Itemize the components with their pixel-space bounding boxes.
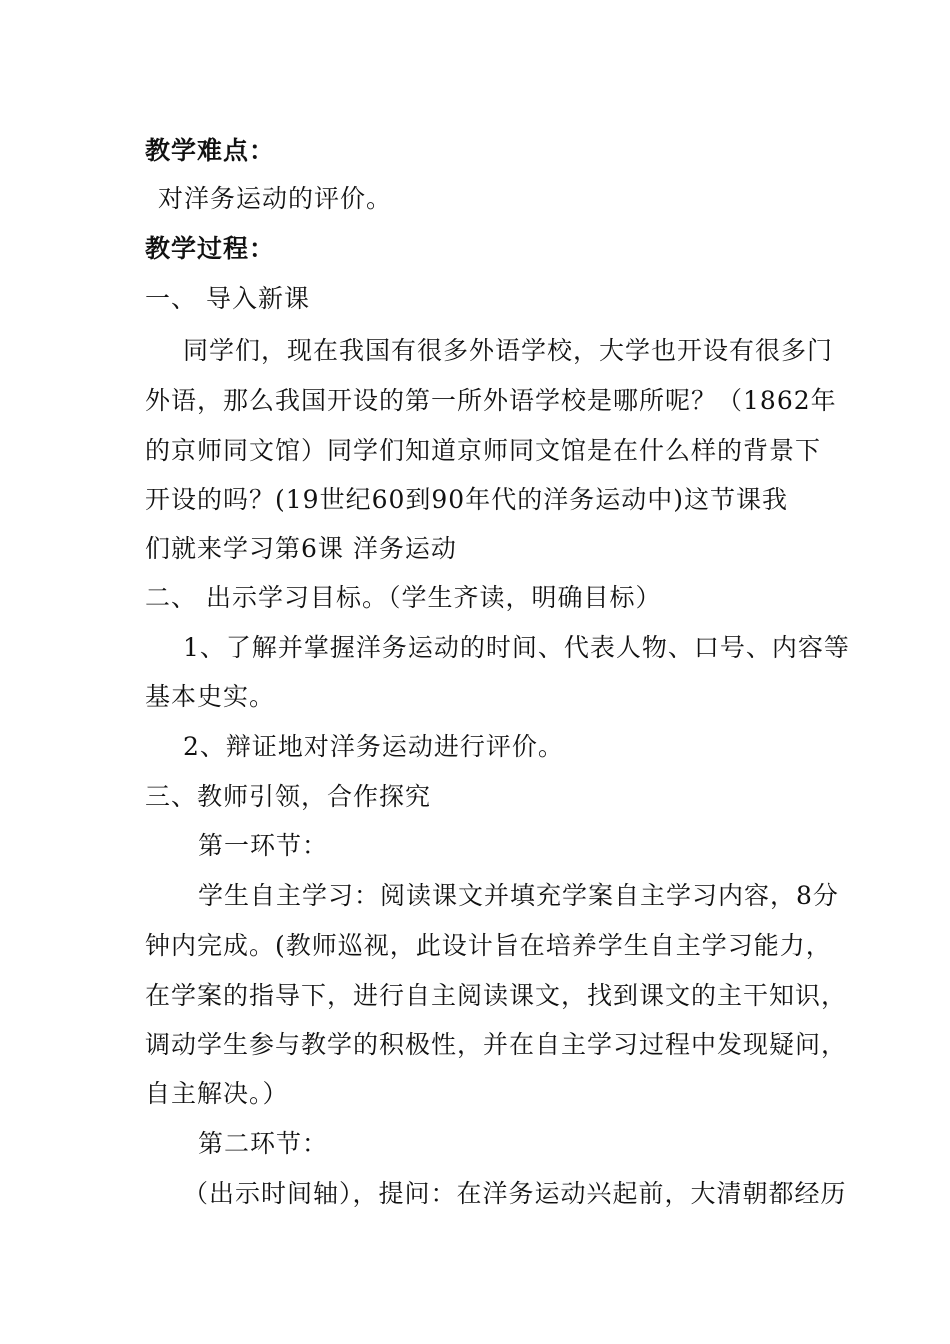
section-1-para-line: 外语，那么我国开设的第一所外语学校是哪所呢？（1862年 <box>145 386 837 415</box>
goal-1-line: 基本史实。 <box>145 682 276 711</box>
stage-1-para-line: 在学案的指导下，进行自主阅读课文，找到课文的主干知识， <box>145 981 848 1010</box>
heading-teaching-process: 教学过程： <box>145 234 276 263</box>
difficulty-text: 对洋务运动的评价。 <box>158 184 393 213</box>
section-1-para-line: 的京师同文馆）同学们知道京师同文馆是在什么样的背景下 <box>145 436 822 465</box>
section-2-title: 二、 出示学习目标。（学生齐读，明确目标） <box>145 583 662 612</box>
section-1-title: 一、 导入新课 <box>145 284 310 313</box>
stage-1-title: 第一环节： <box>198 831 329 860</box>
section-1-para-line: 们就来学习第6课 洋务运动 <box>145 534 457 563</box>
stage-1-para-line: 调动学生参与教学的积极性，并在自主学习过程中发现疑问， <box>145 1030 848 1059</box>
stage-1-para-line: 自主解决。） <box>145 1079 289 1108</box>
section-1-para-line: 同学们，现在我国有很多外语学校，大学也开设有很多门 <box>183 336 834 365</box>
section-1-para-line: 开设的吗？(19世纪60到90年代的洋务运动中)这节课我 <box>145 485 788 514</box>
stage-2-title: 第二环节： <box>198 1129 329 1158</box>
section-3-title: 三、教师引领，合作探究 <box>145 782 432 811</box>
goal-1-line: 1、了解并掌握洋务运动的时间、代表人物、口号、内容等 <box>183 633 850 662</box>
stage-2-para-line: （出示时间轴），提问：在洋务运动兴起前，大清朝都经历 <box>183 1179 847 1208</box>
heading-teaching-difficulty: 教学难点： <box>145 136 276 165</box>
stage-1-para-line: 学生自主学习：阅读课文并填充学案自主学习内容，8分 <box>198 881 839 910</box>
goal-2: 2、辩证地对洋务运动进行评价。 <box>183 732 564 761</box>
stage-1-para-line: 钟内完成。(教师巡视，此设计旨在培养学生自主学习能力， <box>145 931 832 960</box>
